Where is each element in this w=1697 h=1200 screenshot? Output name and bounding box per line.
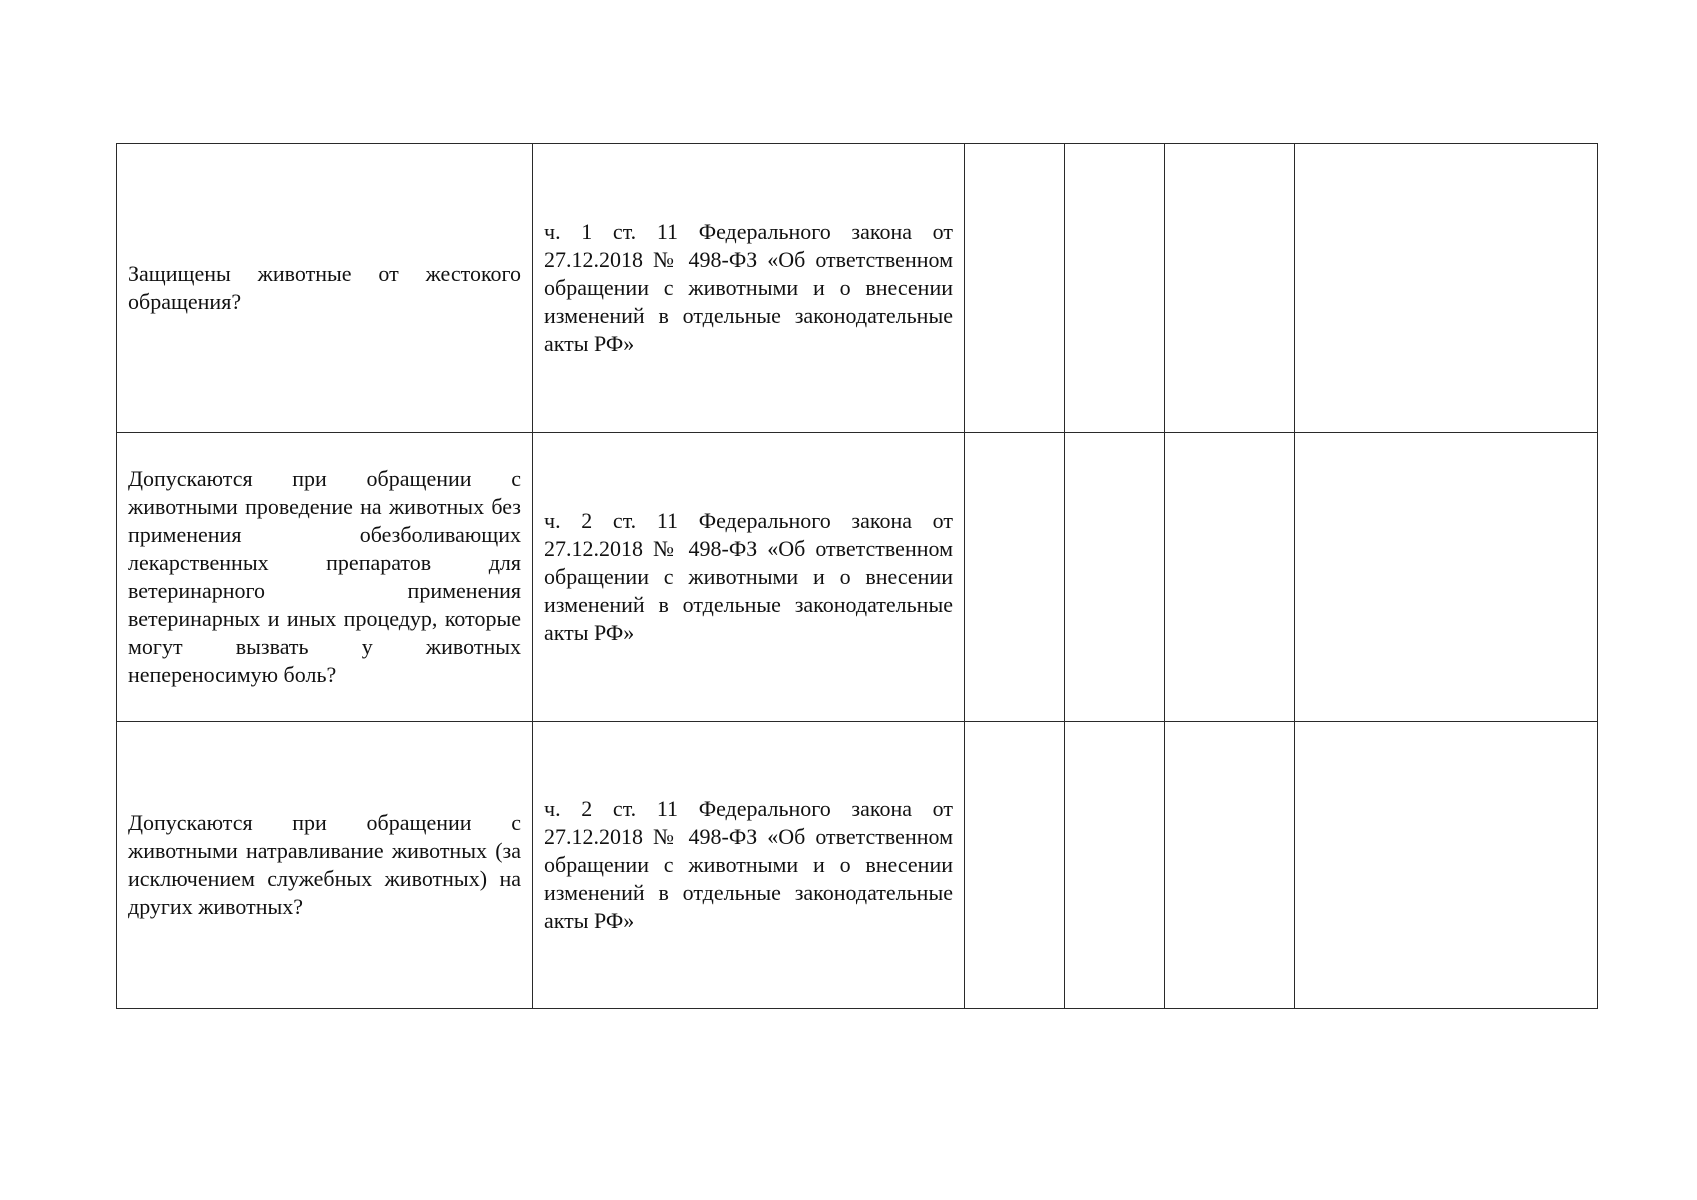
legal-reference-text: ч. 2 ст. 11 Федерального закона от 27.12.2018 № 498-ФЗ «Об ответственном обращении с животными и о внесении изменений в отдельные законодательные акты РФ» bbox=[544, 508, 953, 645]
note-cell bbox=[1295, 722, 1598, 1009]
answer-yes-cell bbox=[965, 722, 1065, 1009]
table-row bbox=[117, 144, 1598, 433]
answer-na-cell bbox=[1165, 433, 1295, 722]
answer-no-cell bbox=[1065, 433, 1165, 722]
table-row bbox=[117, 433, 1598, 722]
question-text: Допускаются при обращении с животными проведение на животных без применения обезболивающих лекарственных препаратов для ветеринарного применения ветеринарных и иных процедур, которые могут вызвать у животных непереносимую боль? bbox=[128, 466, 521, 687]
question-cell bbox=[117, 144, 533, 433]
legal-reference-text: ч. 2 ст. 11 Федерального закона от 27.12.2018 № 498-ФЗ «Об ответственном обращении с животными и о внесении изменений в отдельные законодательные акты РФ» bbox=[544, 796, 953, 933]
answer-yes-cell bbox=[965, 433, 1065, 722]
answer-no-cell bbox=[1065, 722, 1165, 1009]
answer-no-cell bbox=[1065, 144, 1165, 433]
note-cell bbox=[1295, 433, 1598, 722]
answer-na-cell bbox=[1165, 144, 1295, 433]
question-cell bbox=[117, 433, 533, 722]
legal-reference-cell bbox=[533, 722, 965, 1009]
legal-reference-cell bbox=[533, 144, 965, 433]
question-text: Допускаются при обращении с животными натравливание животных (за исключением служебных животных) на других животных? bbox=[128, 810, 521, 919]
answer-na-cell bbox=[1165, 722, 1295, 1009]
note-cell bbox=[1295, 144, 1598, 433]
checklist-table bbox=[116, 143, 1598, 1009]
question-cell bbox=[117, 722, 533, 1009]
legal-reference-text: ч. 1 ст. 11 Федерального закона от 27.12.2018 № 498-ФЗ «Об ответственном обращении с животными и о внесении изменений в отдельные законодательные акты РФ» bbox=[544, 219, 953, 356]
legal-reference-cell bbox=[533, 433, 965, 722]
question-text: Защищены животные от жестокого обращения? bbox=[128, 261, 521, 314]
answer-yes-cell bbox=[965, 144, 1065, 433]
table-row bbox=[117, 722, 1598, 1009]
